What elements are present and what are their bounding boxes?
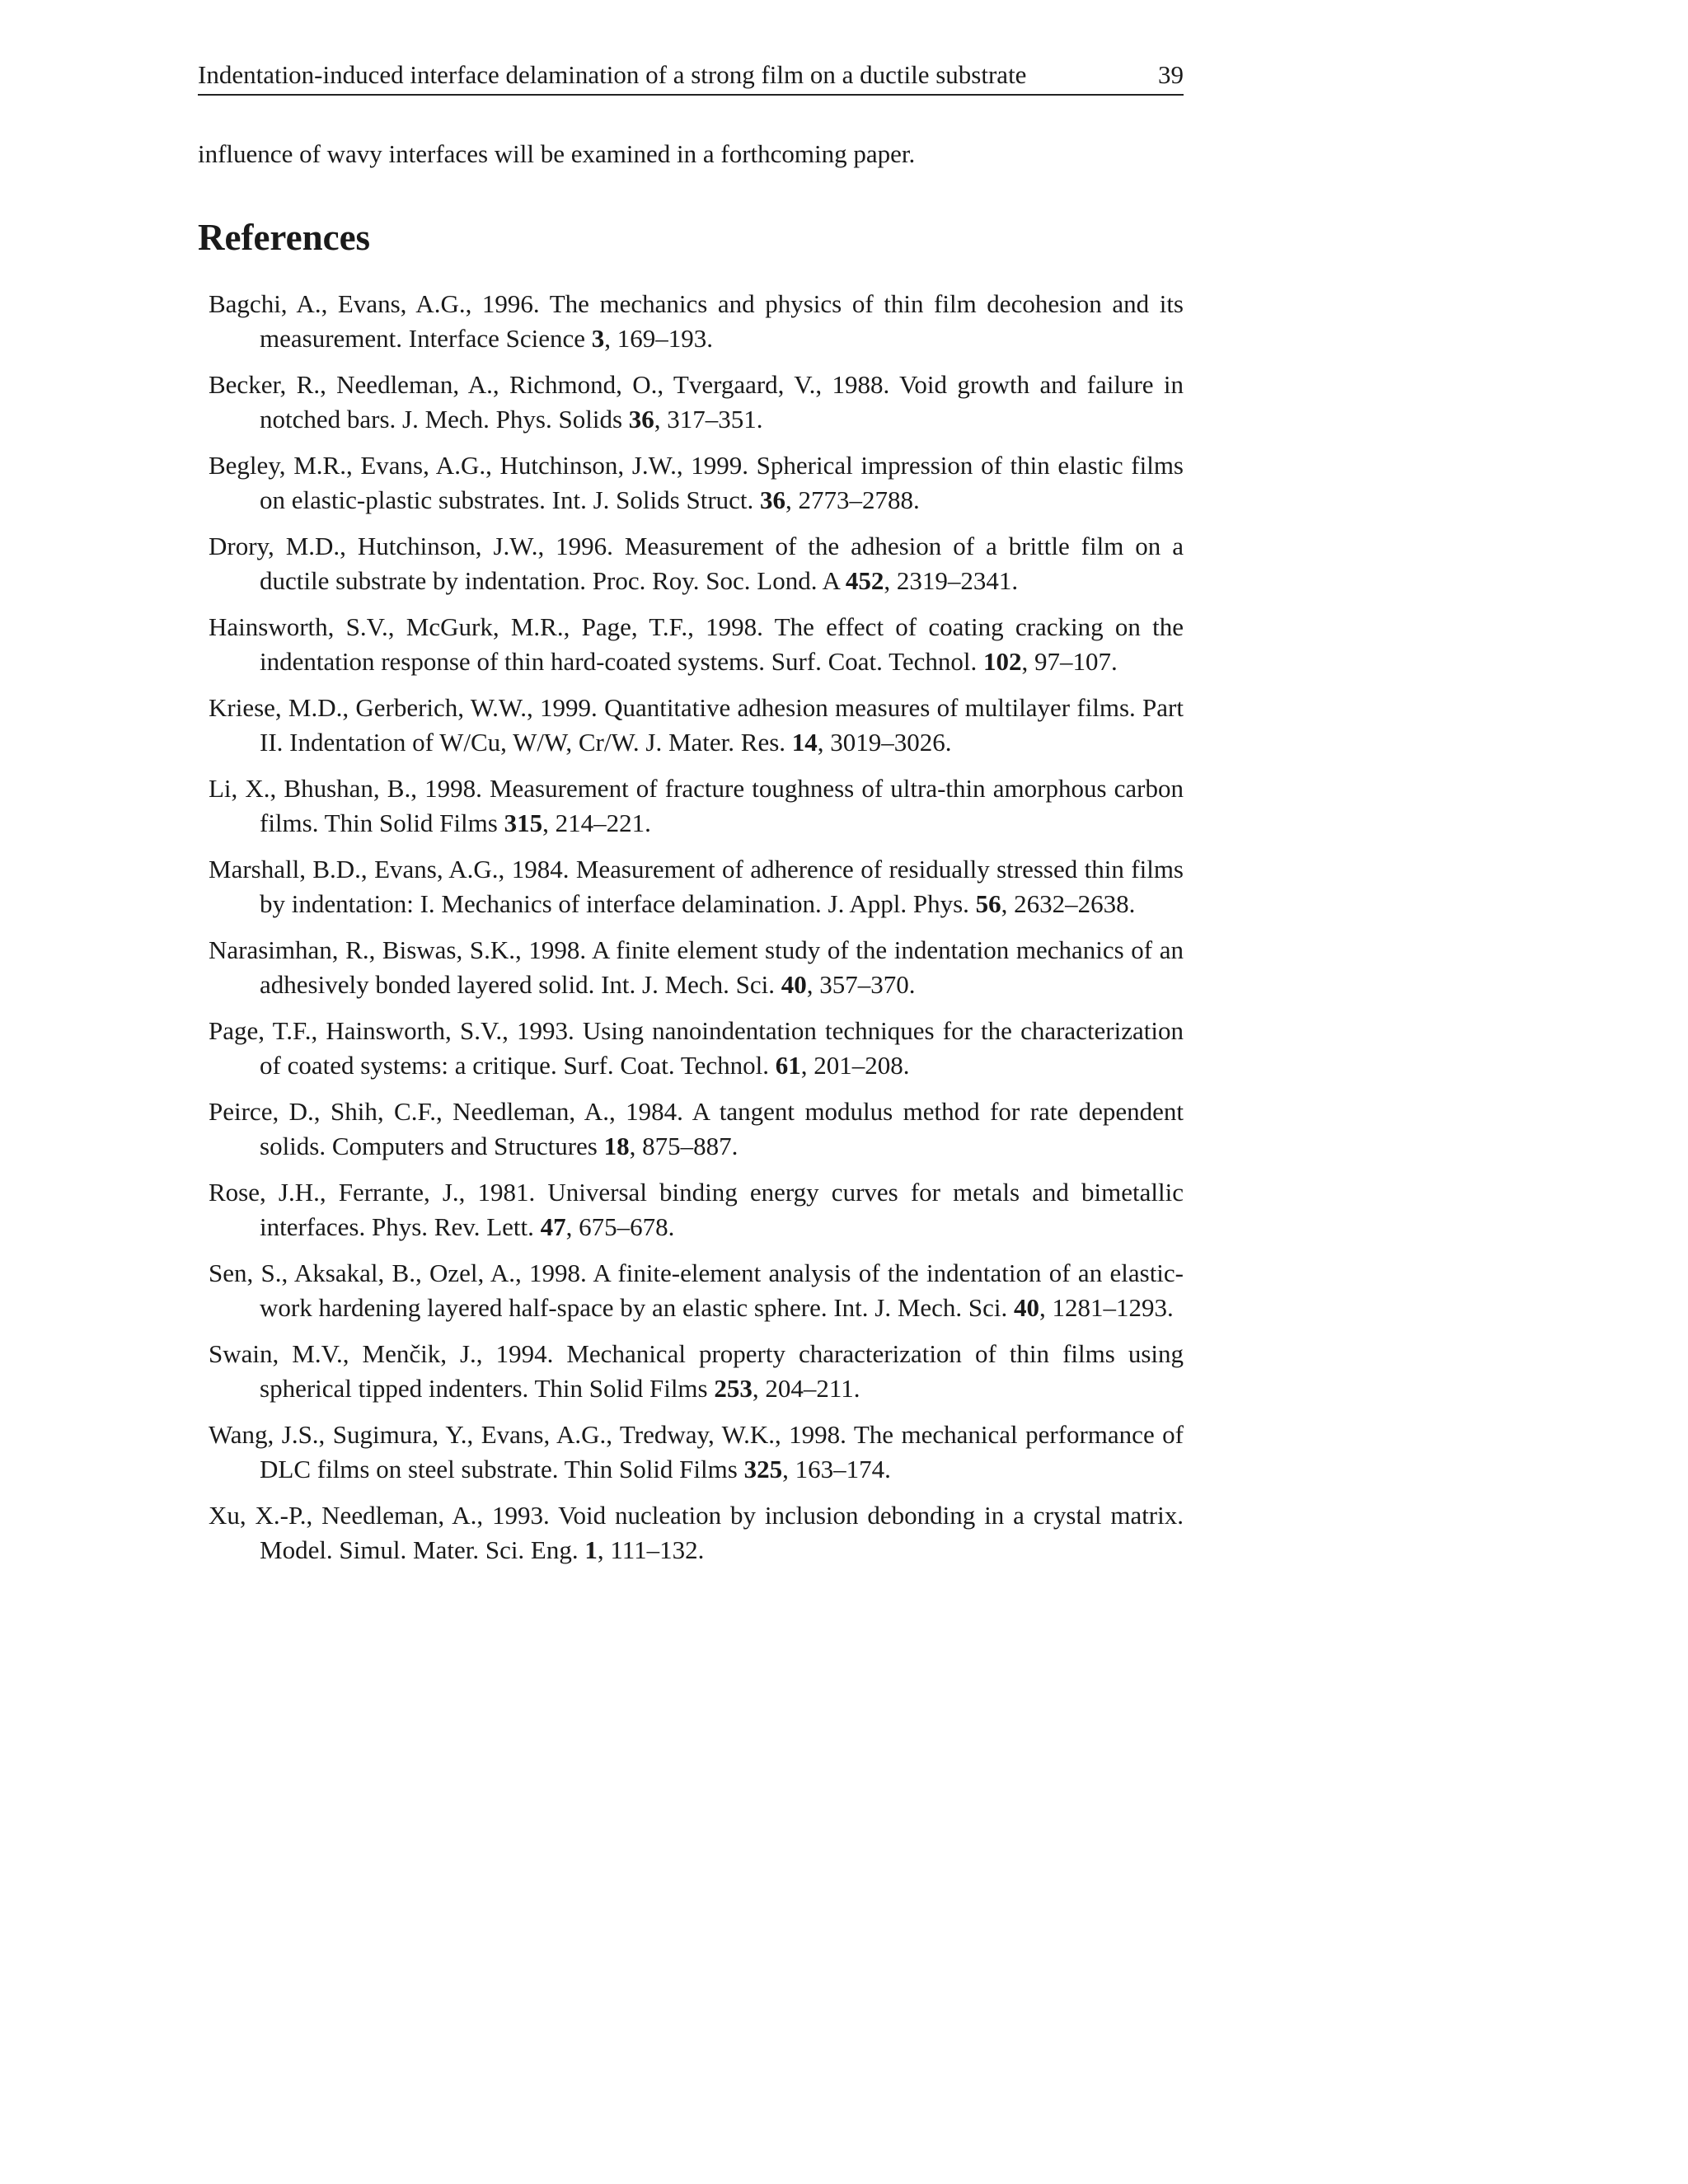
reference-item [209, 368, 1184, 437]
reference-volume: 315 [504, 808, 543, 837]
reference-volume: 452 [845, 566, 884, 595]
reference-volume: 102 [983, 647, 1022, 676]
reference-volume: 47 [540, 1212, 566, 1241]
reference-item [209, 1498, 1184, 1568]
reference-text: Becker, R., Needleman, A., Richmond, O., Tvergaard, V., 1988. Void growth and failure in notched bars. J. Mech. Phys. Solids [209, 370, 1184, 434]
reference-text: Peirce, D., Shih, C.F., Needleman, A., 1984. A tangent modulus method for rate dependent solids. Computers and Structures [209, 1097, 1184, 1160]
reference-volume: 1 [584, 1535, 598, 1564]
page-number: 39 [1158, 60, 1184, 89]
reference-pages: , 1281–1293. [1039, 1293, 1174, 1322]
reference-volume: 61 [775, 1051, 801, 1080]
references-heading: References [198, 217, 371, 258]
reference-text: Kriese, M.D., Gerberich, W.W., 1999. Quantitative adhesion measures of multilayer films. Part II. Indentation of W/Cu, W/W, Cr/W. J. Mater. Res. [209, 693, 1184, 757]
reference-pages: , 2632–2638. [1001, 889, 1136, 918]
reference-pages: , 169–193. [604, 324, 714, 353]
reference-item [209, 1418, 1184, 1487]
reference-item [209, 610, 1184, 679]
reference-list [209, 287, 1184, 1579]
reference-text: Begley, M.R., Evans, A.G., Hutchinson, J.W., 1999. Spherical impression of thin elastic films on elastic-plastic substrates. Int. J. Solids Struct. [209, 451, 1184, 514]
reference-pages: , 875–887. [629, 1132, 738, 1160]
reference-pages: , 97–107. [1021, 647, 1118, 676]
reference-item [209, 529, 1184, 598]
reference-item [209, 287, 1184, 356]
reference-text: Page, T.F., Hainsworth, S.V., 1993. Using nanoindentation techniques for the characterization of coated systems: a critique. Surf. Coat. Technol. [209, 1016, 1184, 1080]
reference-volume: 325 [743, 1455, 783, 1483]
reference-text: Wang, J.S., Sugimura, Y., Evans, A.G., Tredway, W.K., 1998. The mechanical performance of DLC films on steel substrate. Thin Solid Films [209, 1420, 1184, 1483]
reference-volume: 40 [781, 970, 807, 999]
reference-text: Bagchi, A., Evans, A.G., 1996. The mechanics and physics of thin film decohesion and its measurement. Interface Science [209, 289, 1184, 353]
reference-pages: , 317–351. [654, 405, 763, 434]
reference-text: Narasimhan, R., Biswas, S.K., 1998. A finite element study of the indentation mechanics of an adhesively bonded layered solid. Int. J. Mech. Sci. [209, 935, 1184, 999]
reference-pages: , 111–132. [597, 1535, 705, 1564]
reference-text: Hainsworth, S.V., McGurk, M.R., Page, T.F., 1998. The effect of coating cracking on the indentation response of thin hard-coated systems. Surf. Coat. Technol. [209, 612, 1184, 676]
reference-pages: , 204–211. [752, 1374, 860, 1403]
reference-item [209, 771, 1184, 841]
reference-pages: , 357–370. [806, 970, 916, 999]
reference-pages: , 675–678. [565, 1212, 675, 1241]
reference-volume: 253 [714, 1374, 753, 1403]
reference-text: Marshall, B.D., Evans, A.G., 1984. Measurement of adherence of residually stressed thin films by indentation: I. Mechanics of interface delamination. J. Appl. Phys. [209, 855, 1184, 918]
running-header [198, 58, 1184, 96]
reference-pages: , 2773–2788. [785, 485, 920, 514]
reference-item [209, 1175, 1184, 1244]
reference-pages: , 2319–2341. [884, 566, 1019, 595]
reference-pages: , 214–221. [542, 808, 651, 837]
reference-item [209, 1094, 1184, 1164]
reference-volume: 36 [760, 485, 786, 514]
reference-item [209, 691, 1184, 760]
reference-item [209, 1256, 1184, 1325]
reference-item [209, 1337, 1184, 1406]
reference-item [209, 852, 1184, 921]
reference-text: Sen, S., Aksakal, B., Ozel, A., 1998. A finite-element analysis of the indentation of an elastic-work hardening layered half-space by an elastic sphere. Int. J. Mech. Sci. [209, 1258, 1184, 1322]
reference-text: Drory, M.D., Hutchinson, J.W., 1996. Measurement of the adhesion of a brittle film on a ductile substrate by indentation. Proc. Roy. Soc. Lond. A [209, 532, 1184, 595]
reference-pages: , 3019–3026. [817, 728, 952, 757]
reference-item [209, 448, 1184, 518]
reference-pages: , 163–174. [782, 1455, 891, 1483]
reference-volume: 14 [791, 728, 818, 757]
reference-volume: 18 [603, 1132, 630, 1160]
reference-text: Xu, X.-P., Needleman, A., 1993. Void nucleation by inclusion debonding in a crystal matrix. Model. Simul. Mater. Sci. Eng. [209, 1501, 1184, 1564]
reference-text: Rose, J.H., Ferrante, J., 1981. Universal binding energy curves for metals and bimetallic interfaces. Phys. Rev. Lett. [209, 1178, 1184, 1241]
reference-volume: 3 [591, 324, 605, 353]
reference-pages: , 201–208. [800, 1051, 910, 1080]
reference-volume: 56 [975, 889, 1001, 918]
reference-item [209, 1014, 1184, 1083]
reference-text: Swain, M.V., Menčik, J., 1994. Mechanical property characterization of thin films using spherical tipped indenters. Thin Solid Films [209, 1339, 1184, 1403]
running-header-title: Indentation-induced interface delamination of a strong film on a ductile substrate [198, 60, 1027, 89]
reference-volume: 36 [628, 405, 654, 434]
reference-volume: 40 [1014, 1293, 1040, 1322]
reference-item [209, 933, 1184, 1002]
reference-text: Li, X., Bhushan, B., 1998. Measurement of fracture toughness of ultra-thin amorphous carbon films. Thin Solid Films [209, 774, 1184, 837]
body-paragraph: influence of wavy interfaces will be examined in a forthcoming paper. [198, 139, 916, 168]
